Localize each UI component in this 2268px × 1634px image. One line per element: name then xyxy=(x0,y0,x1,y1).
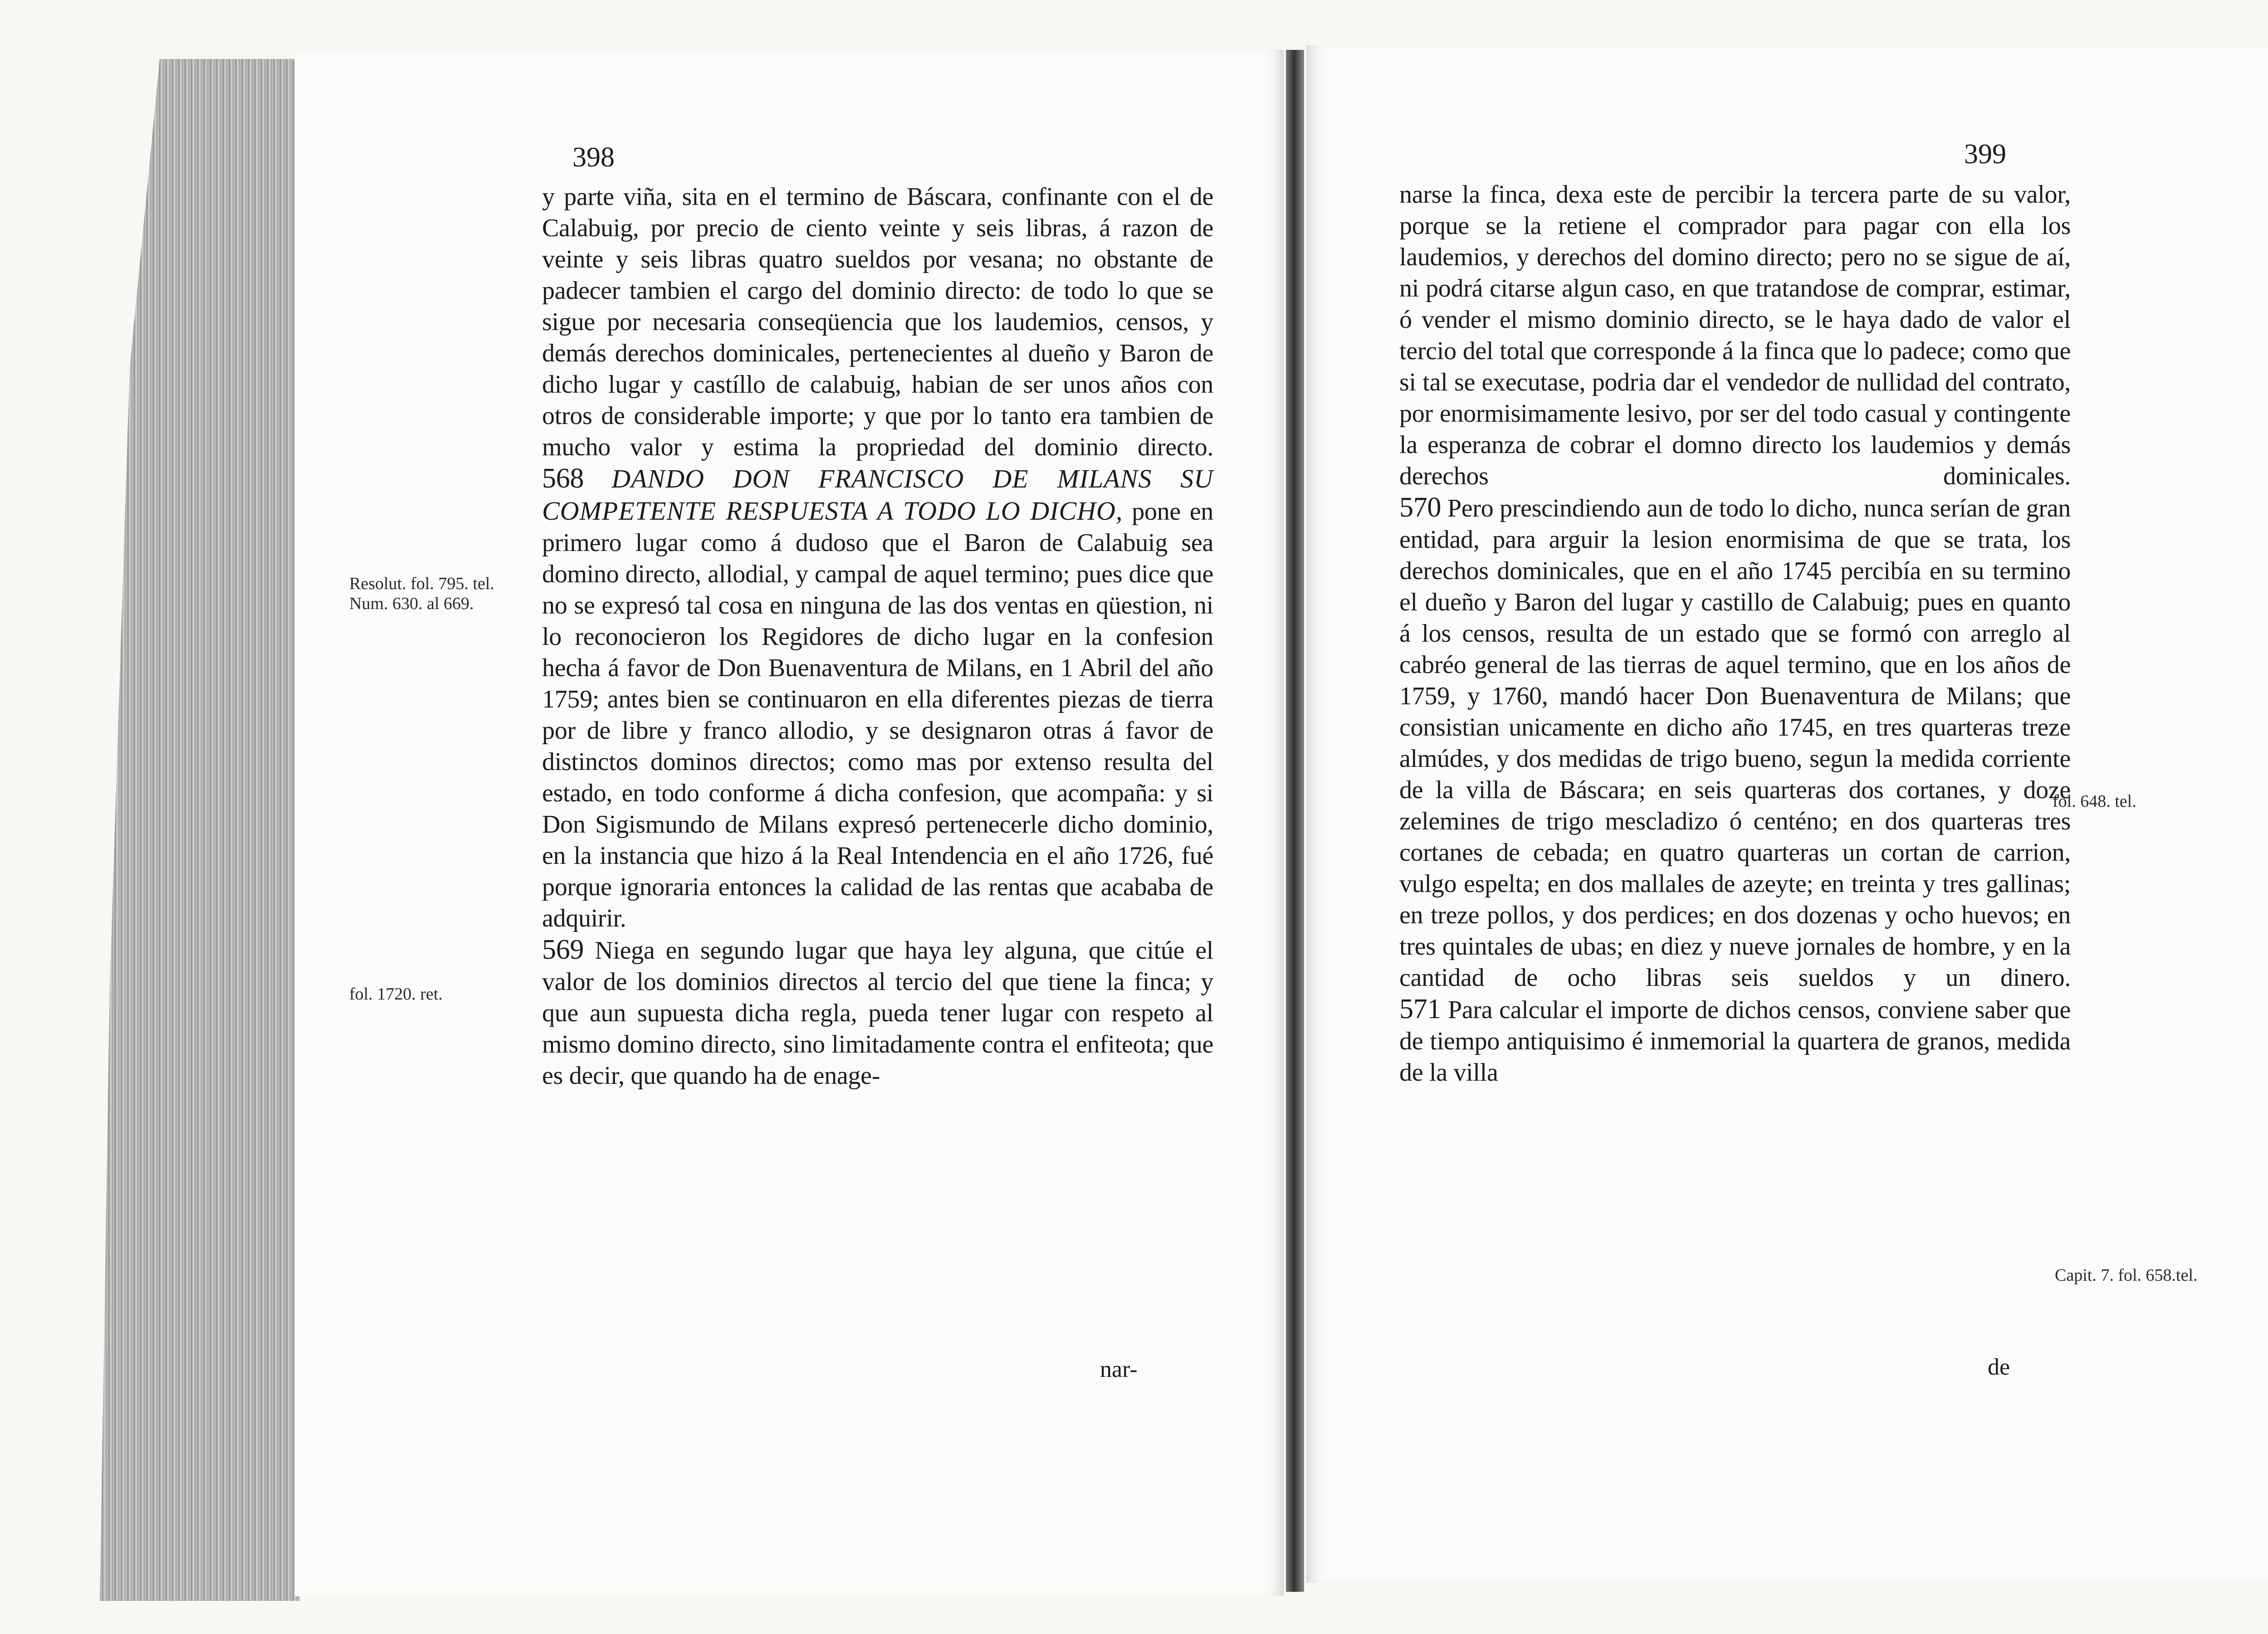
paragraph-568 xyxy=(542,463,1213,934)
book-gutter xyxy=(1286,50,1304,1592)
paragraph-text: Niega en segundo lugar que haya ley alguna, que citúe el valor de los dominios directos al tercio del que tiene la finca; y que aun supuesta dicha regla, pueda tener lugar con respeto al mismo domino directo, sino limitadamente contra el enfiteota; que es decir, que quando ha de enage- xyxy=(542,937,1214,1090)
left-margin-note-1 xyxy=(349,574,494,614)
paragraph-570 xyxy=(1399,492,2071,994)
right-catchword: de xyxy=(1988,1354,2010,1380)
left-page-number: 398 xyxy=(572,142,615,173)
paragraph-heading: DANDO DON FRANCISCO DE MILANS SU COMPETENTE RESPUESTA A TODO LO DICHO, xyxy=(542,464,1213,526)
paragraph-number: 570 xyxy=(1399,492,1442,523)
margin-note-line: fol. 1720. ret. xyxy=(349,985,443,1004)
paragraph-number: 569 xyxy=(542,934,584,965)
margin-note-line: fol. 648. tel. xyxy=(2053,792,2136,811)
right-page-body xyxy=(1399,179,2071,1088)
paragraph-text: pone en primero lugar como á dudoso que el Baron de Calabuig sea domino directo, allodial, y campal de aquel termino; pues dice que no se expresó tal cosa en ninguna de las dos ventas en qüestion, ni lo reconocieron los Regidores de dicho lugar en la confesion hecha á favor de Don Buenaventura de Milans, en 1 Abril del año 1759; antes bien se continuaron en ella diferentes piezas de tierra por de libre y franco allodio, y se designaron otras á favor de distinctos dominos directos; como mas por extenso resulta del estado, en todo conforme á dicha confesion, que acompaña: y si Don Sigismundo de Milans expresó pertenecerle dicho dominio, en la instancia que hizo á la Real Intendencia en el año 1726, fué porque ignoraria entonces la calidad de las rentas que acababa de adquirir. xyxy=(542,498,1213,932)
paragraph-number: 568 xyxy=(542,463,584,494)
left-catchword: nar- xyxy=(1100,1356,1138,1382)
paragraph-continuation xyxy=(542,181,1213,463)
margin-note-line: Resolut. fol. 795. tel. xyxy=(349,574,494,593)
paragraph-571 xyxy=(1399,994,2071,1088)
margin-note-line: Num. 630. al 669. xyxy=(349,594,474,613)
paragraph-text: Pero prescindiendo aun de todo lo dicho, nunca serían de gran entidad, para arguir la lesion enormisima de que se trata, los derechos dominicales, que en el año 1745 percibía en su termino el dueño y Baron del lugar y castillo de Calabuig; pues en quanto á los censos, resulta de un estado que se formó con arreglo al cabréo general de las tierras de aquel termino, que en los años de 1759, y 1760, mandó hacer Don Buenaventura de Milans; que consistian unicamente en dicho año 1745, en tres quarteras treze almúdes, y dos medidas de trigo bueno, segun la medida corriente de la villa de Báscara; en seis quarteras dos cortanes, y doze zelemines de trigo mescladizo ó centéno; en dos quarteras tres cortanes de cebada; en quatro quarteras un cortan de carrion, vulgo espelta; en dos mallales de azeyte; en treinta y tres gallinas; en treze pollos, y dos perdices; en dos dozenas y ocho huevos; en tres quintales de ubas; en diez y nueve jornales de hombre, y en la cantidad de ocho libras seis sueldos y un dinero. xyxy=(1399,494,2071,992)
paragraph-text: Para calcular el importe de dichos censos, conviene saber que de tiempo antiquisimo é inmemorial la quartera de granos, medida de la villa xyxy=(1399,996,2071,1087)
paragraph-continuation xyxy=(1399,179,2071,492)
right-margin-note-2 xyxy=(2055,1265,2198,1285)
right-page-number: 399 xyxy=(1964,139,2006,170)
paragraph-text: y parte viña, sita en el termino de Báscara, confinante con el de Calabuig, por precio de ciento veinte y seis libras, á razon de veinte y seis libras quatro sueldos por vesana; no obstante de padecer tambien el cargo del dominio directo: de todo lo que se sigue por necesaria conseqüencia que los laudemios, censos, y demás derechos dominicales, pertenecientes al dueño y Baron de dicho lugar y castíllo de calabuig, habian de ser unos años con otros de considerable importe; y que por lo tanto era tambien de mucho valor y estima la propriedad del dominio directo. xyxy=(542,183,1213,461)
paragraph-text: narse la finca, dexa este de percibir la tercera parte de su valor, porque se la retiene el comprador para pagar con ella los laudemios, y derechos del domino directo; pero no se sigue de aí, ni podrá citarse algun caso, en que tratandose de comprar, estimar, ó vender el mismo dominio directo, se le haya dado de valor el tercio del total que corresponde á la finca que lo padece; como que si tal se executase, podria dar el vendedor de nullidad del contrato, por enormisimamente lesivo, por ser del todo casual y contingente la esperanza de cobrar el domno directo los laudemios y demás derechos dominicales. xyxy=(1399,180,2071,490)
paragraph-569 xyxy=(542,934,1213,1092)
paragraph-number: 571 xyxy=(1399,994,1442,1024)
left-margin-note-2 xyxy=(349,984,443,1004)
margin-note-line: Capit. 7. fol. 658.tel. xyxy=(2055,1266,2198,1285)
left-page-body xyxy=(542,181,1213,1092)
